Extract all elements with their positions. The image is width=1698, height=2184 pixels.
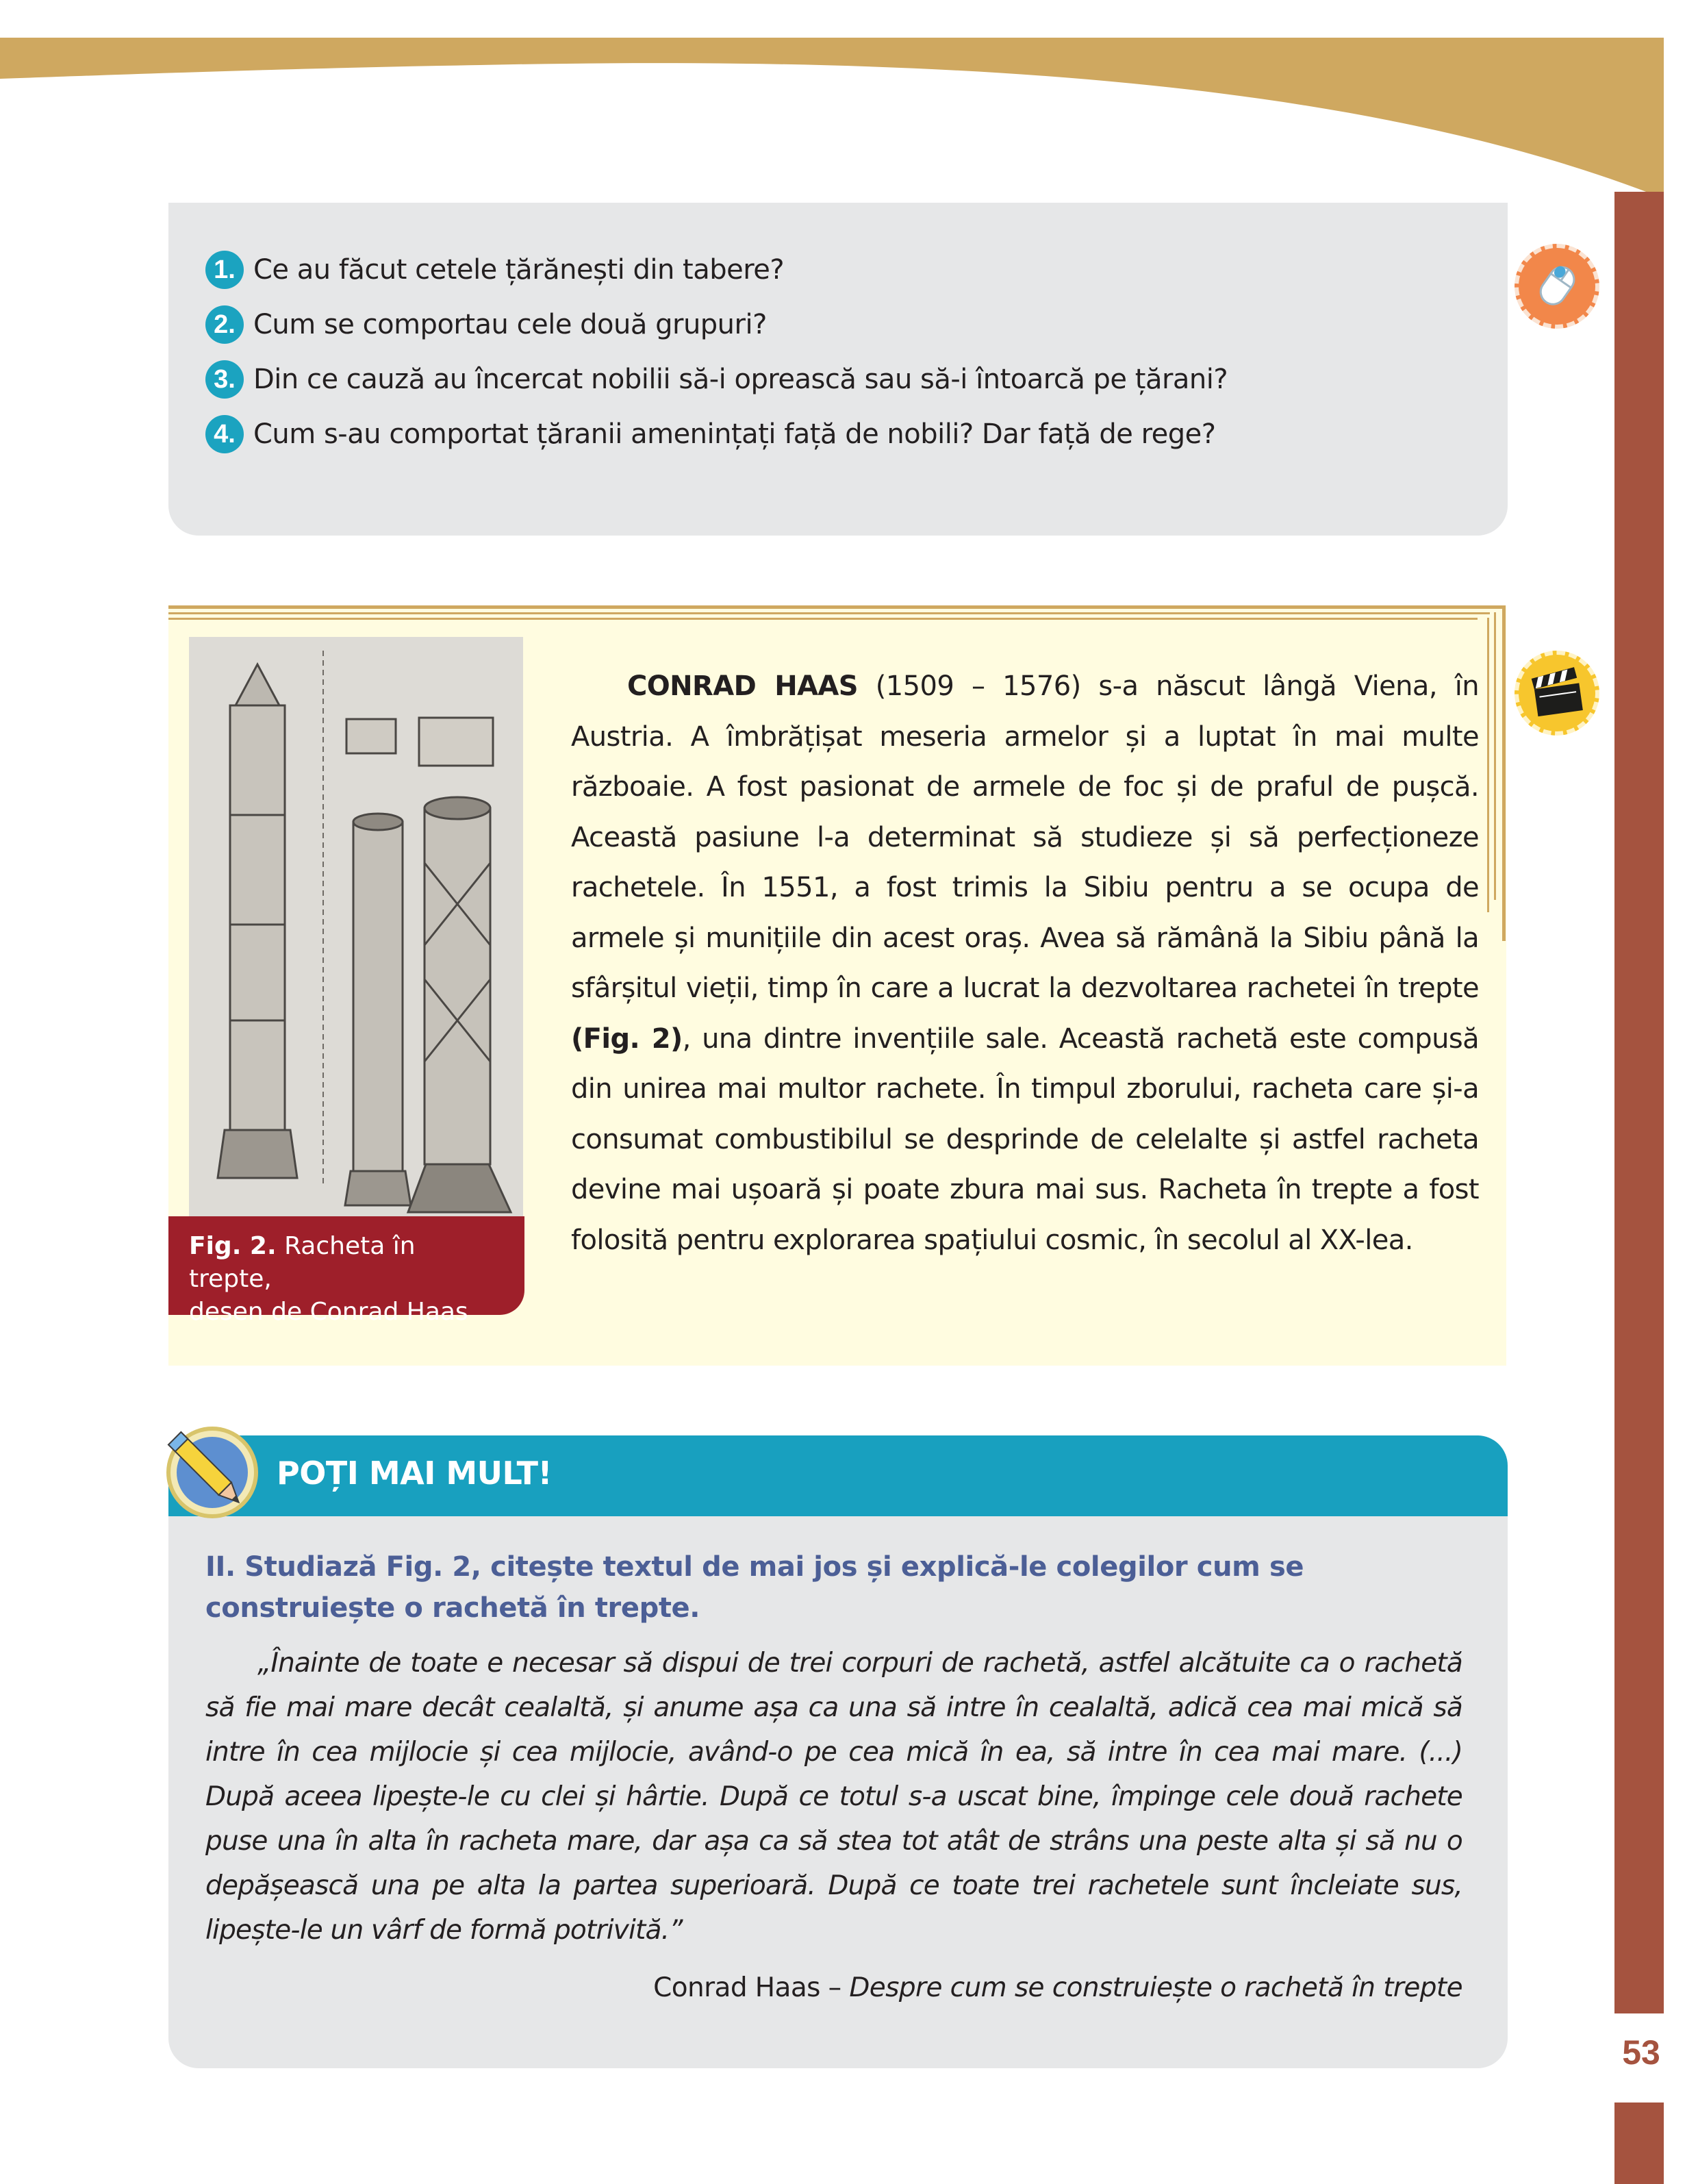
question-text: Cum se comportau cele două grupuri? <box>253 309 767 340</box>
story-text <box>571 662 1479 1266</box>
question-number: 2. <box>205 305 244 344</box>
quote-text <box>205 1641 1462 1953</box>
question-item <box>205 357 1228 401</box>
side-strip-bottom <box>1614 2103 1664 2184</box>
top-decorative-band <box>0 0 1664 205</box>
quote-attribution <box>205 1972 1462 2003</box>
question-text: Ce au făcut cetele țărănești din tabere? <box>253 254 785 286</box>
side-strip <box>1614 192 1664 2013</box>
story-frame-border <box>168 605 1504 625</box>
story-text-part2: , una dintre invențiile sale. Această rachetă este compusă din unirea mai multor rachete. În timpul zborului, racheta care și-a consumat combustibilul se desprinde de celelalte și astfel racheta devine mai ușoară și poate zbura mai sus. Racheta în trepte a fost folosită pentru explorarea spațiului cosmic, în secolul al XX-lea. <box>571 1022 1480 1256</box>
quote-body: „Înainte de toate e necesar să dispui de trei corpuri de rachetă, astfel alcătuite ca o rachetă să fie mai mare decât cealaltă, și anume așa ca una să intre în cealaltă, adică cea mai mică să intre în cea mijlocie și cea mijlocie, având-o pe cea mică în ea, să intre în cea mai mare. (...) După aceea lipește-le cu clei și hârtie. După ce totul s-a uscat bine, împinge cele două rachete puse una în alta în racheta mare, dar așa ca să stea tot atât de strâns una peste alta și să nu o depășească una pe alta la partea superioară. După ce toate trei rachetele sunt încleiate sus, lipește-le un vârf de formă potrivită.” <box>205 1648 1462 1946</box>
question-item <box>205 303 767 347</box>
question-number: 4. <box>205 415 244 453</box>
figure-caption-line2: desen de Conrad Haas <box>189 1298 468 1326</box>
question-number: 3. <box>205 360 244 399</box>
figure-label: Fig. 2. <box>189 1232 277 1260</box>
more-section-title: POȚI MAI MULT! <box>277 1455 553 1492</box>
attribution-author: Conrad Haas – <box>653 1972 850 2003</box>
story-text-part1: (1509 – 1576) s-a născut lângă Viena, în Austria. A îmbrățișat meseria armelor și a luptat în mai multe războaie. A fost pasionat de armele de foc și de praful de pușcă. Această pasiune l-a determinat să studieze și să perfecționeze rachetele. În 1551, a fost trimis la Sibiu pentru a se ocupa de armele și munițiile din acest oraș. Avea să rămână la Sibiu până la sfârșitul vieții, timp în care a lucrat la dezvoltarea rachetei în trepte <box>571 670 1479 1004</box>
question-text: Cum s-au comportat țăranii amenințați față de nobili? Dar față de rege? <box>253 418 1216 450</box>
figure-reference: (Fig. 2) <box>571 1022 683 1055</box>
figure-caption-line1: Racheta în trepte, <box>189 1232 416 1293</box>
question-number: 1. <box>205 251 244 289</box>
story-frame-side <box>1479 605 1506 948</box>
figure-caption <box>168 1216 524 1326</box>
story-name: CONRAD HAAS <box>627 670 858 702</box>
question-item <box>205 248 784 292</box>
clapperboard-icon <box>1515 651 1599 736</box>
question-item <box>205 412 1216 456</box>
mouse-icon <box>1515 244 1599 329</box>
page-number: 53 <box>1622 2033 1660 2072</box>
attribution-title: Despre cum se construiește o rachetă în trepte <box>849 1972 1462 2003</box>
rocket-drawing-image <box>189 637 523 1216</box>
task-title: II. Studiază Fig. 2, citește textul de mai jos și explică-le colegilor cum se construiește o rachetă în trepte. <box>205 1551 1304 1624</box>
question-text: Din ce cauză au încercat nobilii să-i oprească sau să-i întoarcă pe țărani? <box>253 364 1228 395</box>
pencil-icon <box>155 1414 262 1520</box>
